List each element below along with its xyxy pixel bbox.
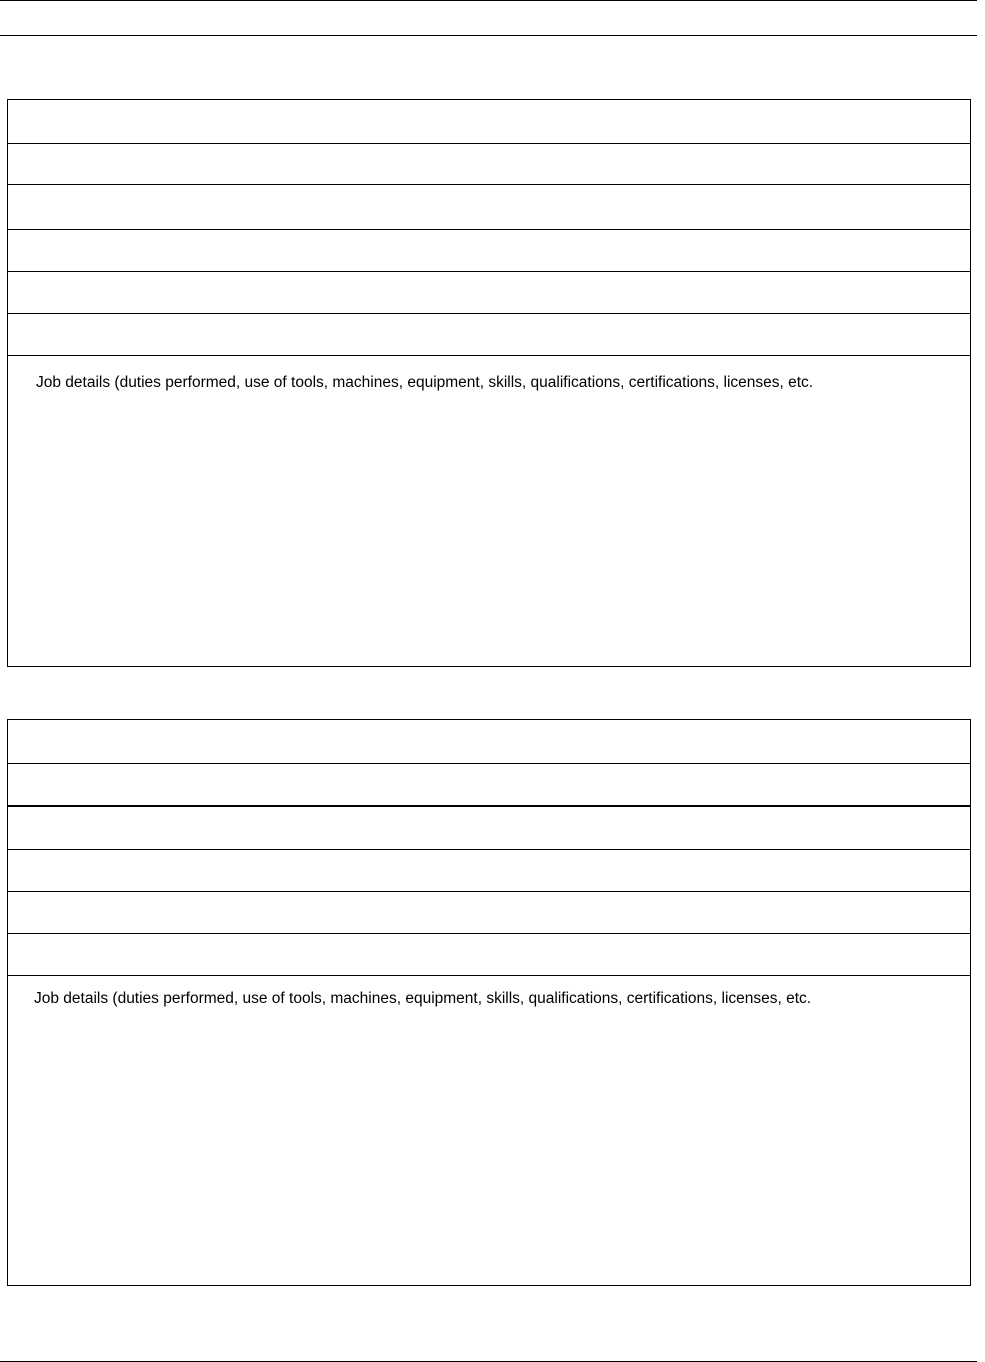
job-2-row-4[interactable] xyxy=(8,850,970,892)
job-1-row-6[interactable] xyxy=(8,314,970,356)
job-1-row-2[interactable] xyxy=(8,144,970,185)
job-1-row-5[interactable] xyxy=(8,272,970,314)
job-1-field-4[interactable] xyxy=(8,230,970,271)
job-block-1 xyxy=(7,99,971,667)
job-2-row-2[interactable] xyxy=(8,764,970,807)
job-1-details-area xyxy=(8,356,970,666)
job-2-field-1[interactable] xyxy=(8,720,970,763)
job-2-details-label: Job details (duties performed, use of tools, machines, equipment, skills, qualifications, certifications, licenses, etc. xyxy=(34,990,812,1007)
job-block-2 xyxy=(7,719,971,1286)
job-2-details-input[interactable] xyxy=(8,1020,970,1285)
job-1-row-4[interactable] xyxy=(8,230,970,272)
job-1-field-6[interactable] xyxy=(8,314,970,355)
job-1-field-2[interactable] xyxy=(8,144,970,184)
job-2-field-4[interactable] xyxy=(8,850,970,891)
job-2-row-3[interactable] xyxy=(8,807,970,850)
job-1-row-1[interactable] xyxy=(8,100,970,144)
job-1-details-label: Job details (duties performed, use of tools, machines, equipment, skills, qualifications, certifications, licenses, etc. xyxy=(36,374,814,391)
job-2-field-3[interactable] xyxy=(8,807,970,849)
job-2-row-6[interactable] xyxy=(8,934,970,976)
job-1-details-input[interactable] xyxy=(8,400,970,666)
job-2-field-5[interactable] xyxy=(8,892,970,933)
header-rule xyxy=(0,35,977,36)
job-2-field-2[interactable] xyxy=(8,764,970,805)
job-2-details-area xyxy=(8,976,970,1285)
job-1-row-3[interactable] xyxy=(8,185,970,230)
job-1-field-5[interactable] xyxy=(8,272,970,313)
job-2-field-6[interactable] xyxy=(8,934,970,975)
job-1-field-3[interactable] xyxy=(8,185,970,229)
top-rule xyxy=(0,0,977,1)
job-2-row-1[interactable] xyxy=(8,720,970,764)
job-1-field-1[interactable] xyxy=(8,100,970,143)
job-2-row-5[interactable] xyxy=(8,892,970,934)
